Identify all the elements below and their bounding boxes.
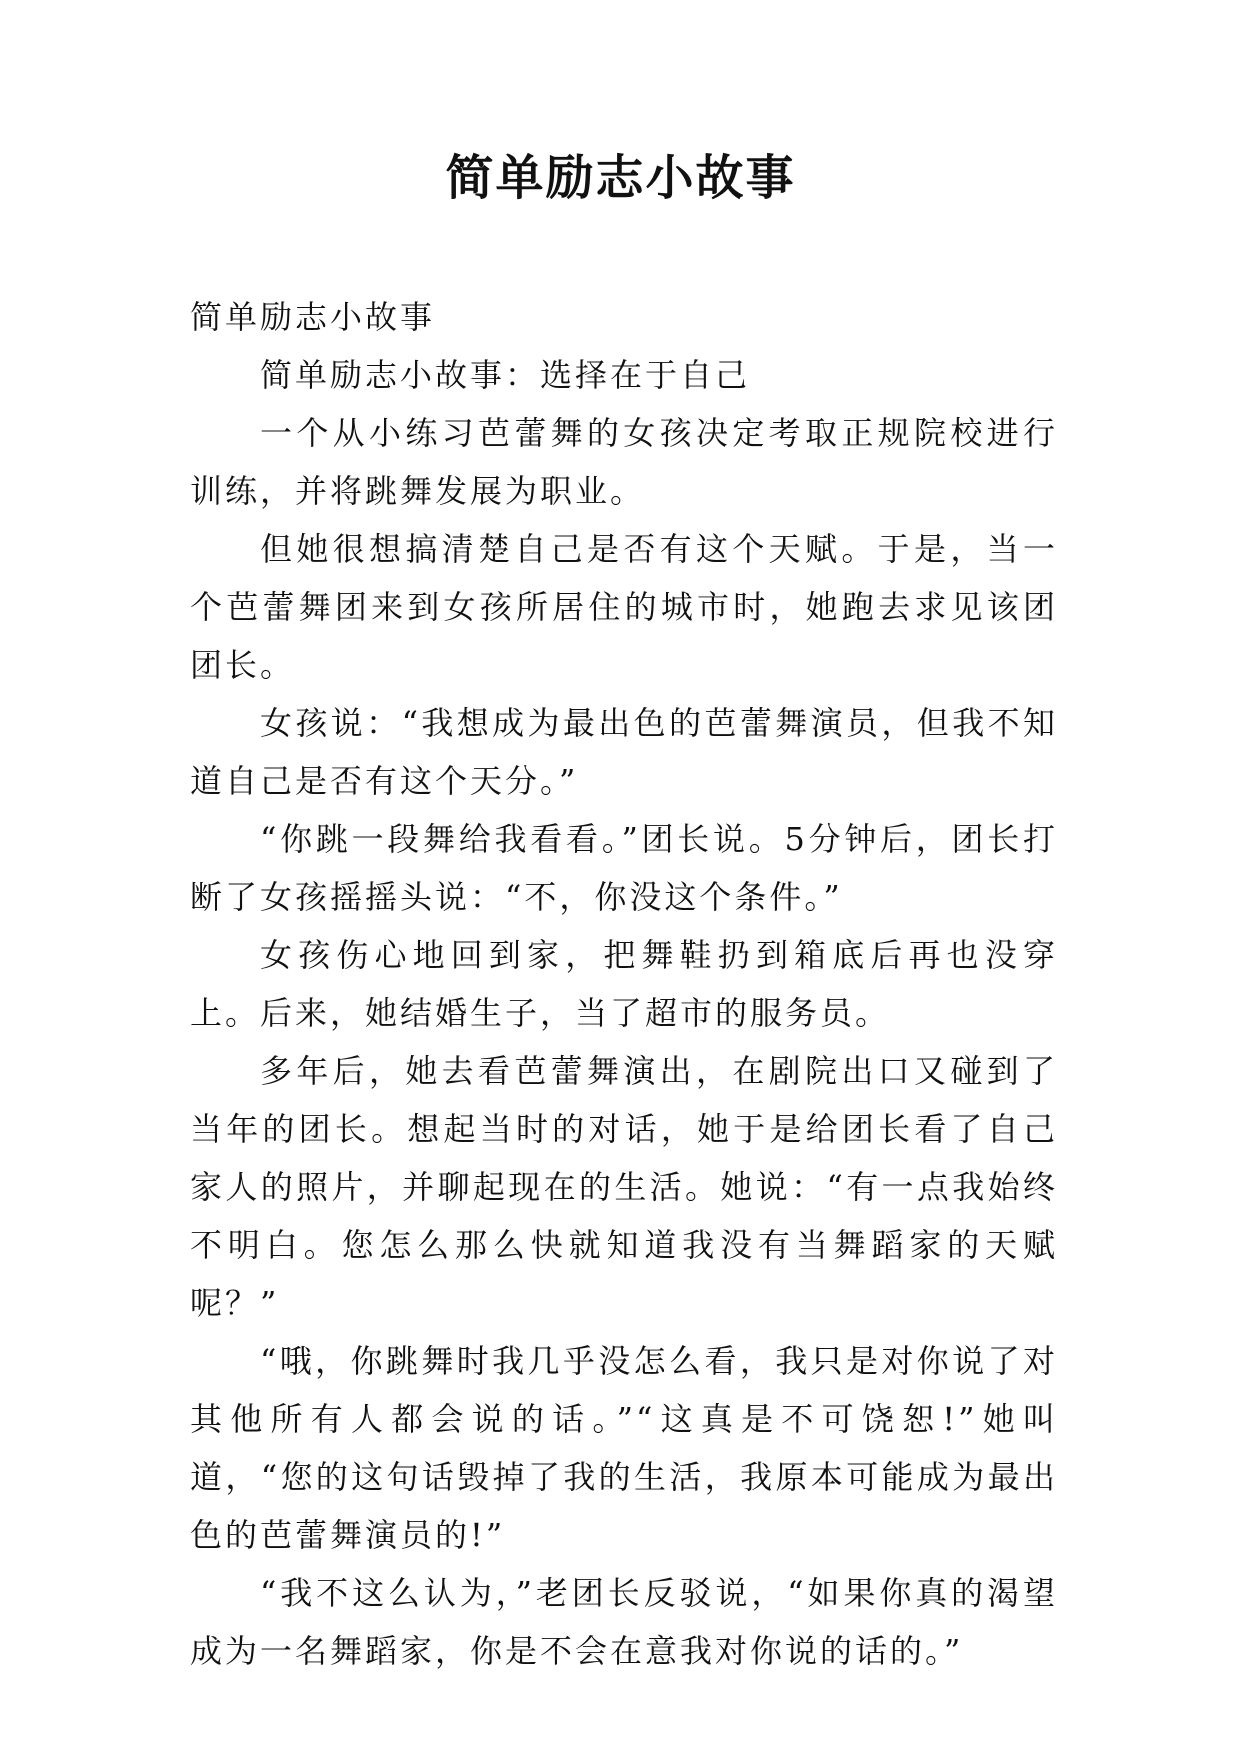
paragraph: “哦，你跳舞时我几乎没怎么看，我只是对你说了对其他所有人都会说的话。”“这真是不可饶恕!”她叫道，“您的这句话毁掉了我的生活，我原本可能成为最出色的芭蕾舞演员的!”	[190, 1342, 1058, 1554]
paragraph: “你跳一段舞给我看看。”团长说。5分钟后，团长打断了女孩摇摇头说：“不，你没这个条件。”	[190, 820, 1058, 916]
paragraph: 女孩伤心地回到家，把舞鞋扔到箱底后再也没穿上。后来，她结婚生子，当了超市的服务员。	[190, 936, 1058, 1032]
document-title: 简单励志小故事	[445, 150, 796, 206]
paragraph-heading: 简单励志小故事	[190, 298, 436, 336]
paragraph: 但她很想搞清楚自己是否有这个天赋。于是，当一个芭蕾舞团来到女孩所居住的城市时，她跑去求见该团团长。	[190, 530, 1058, 684]
paragraph-subtitle: 简单励志小故事：选择在于自己	[260, 356, 751, 394]
paragraph: 一个从小练习芭蕾舞的女孩决定考取正规院校进行训练，并将跳舞发展为职业。	[190, 414, 1058, 510]
paragraph: 多年后，她去看芭蕾舞演出，在剧院出口又碰到了当年的团长。想起当时的对话，她于是给团长看了自己家人的照片，并聊起现在的生活。她说：“有一点我始终不明白。您怎么那么快就知道我没有当舞蹈家的天赋呢？”	[190, 1052, 1058, 1322]
document-body	[190, 288, 1058, 1680]
paragraph: 女孩说：“我想成为最出色的芭蕾舞演员，但我不知道自己是否有这个天分。”	[190, 704, 1058, 800]
paragraph: “我不这么认为，”老团长反驳说，“如果你真的渴望成为一名舞蹈家，你是不会在意我对你说的话的。”	[190, 1574, 1058, 1670]
